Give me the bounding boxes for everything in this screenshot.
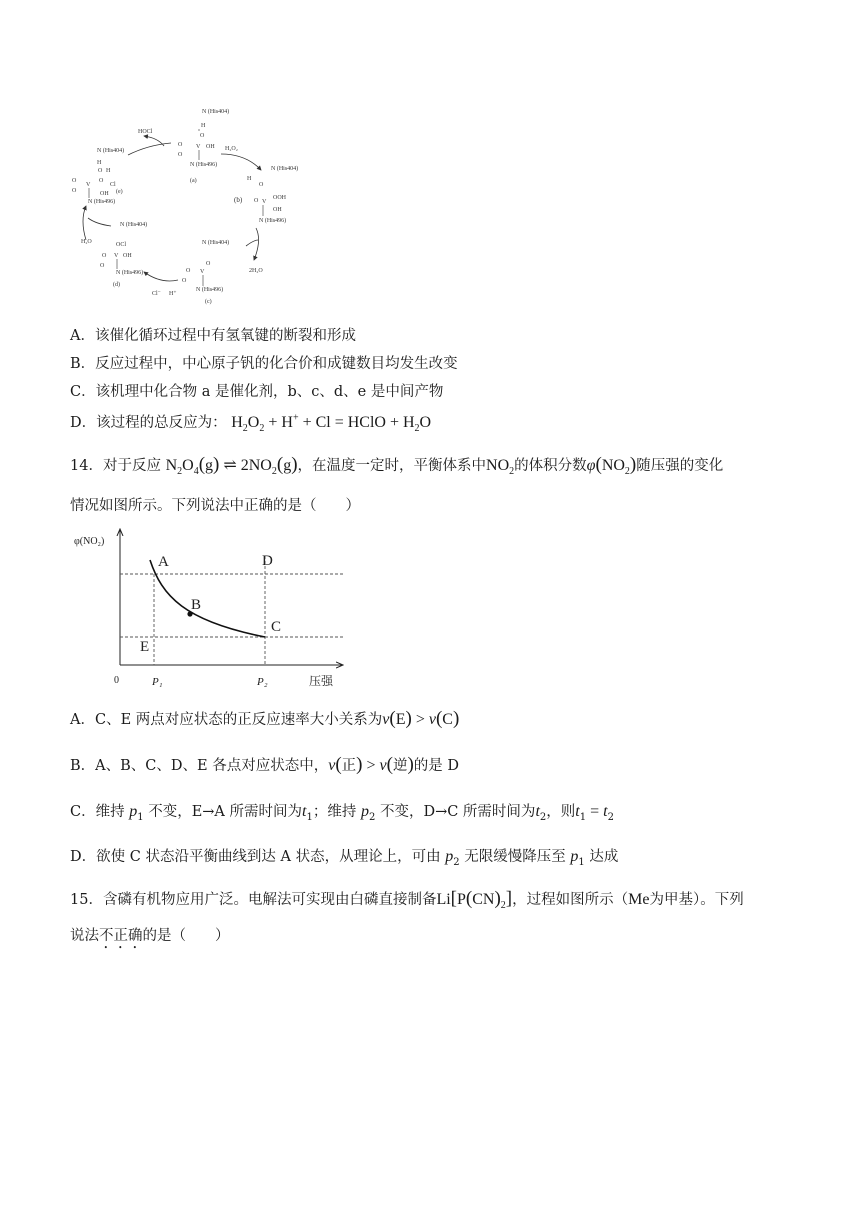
point-d-label: D xyxy=(262,553,273,569)
point-a-label: A xyxy=(158,554,169,570)
x-axis-label: 压强 xyxy=(309,674,334,688)
q14-option-d: D．欲使 C 状态沿平衡曲线到达 A 状态，从理论上，可由 $p_2$ 无限缓慢降压至 $p_1$ 达成 xyxy=(70,848,619,868)
x-tick-p1: P₁ xyxy=(152,676,163,688)
q13-option-d: D．该过程的总反应为： $H_2O_2 + H^+ + Cl$ = HClO + $H_2O$ xyxy=(70,412,432,435)
svg-text:H: H xyxy=(201,123,206,129)
q13-total-equation: $H_2O_2 + H^+ + Cl$ = HClO + $H_2O$ xyxy=(231,412,432,435)
svg-text:H⁺: H⁺ xyxy=(169,291,177,297)
q15-stem-line-2: 说法不正确的是（ ） xyxy=(70,928,230,944)
node-a-his404: N (His404) xyxy=(202,109,230,115)
svg-text:(e): (e) xyxy=(116,189,123,195)
svg-text:OH: OH xyxy=(273,207,282,213)
svg-text:V: V xyxy=(196,144,201,150)
svg-text:O: O xyxy=(254,198,259,204)
svg-text:N (His496): N (His496) xyxy=(88,199,116,205)
point-b-label: B xyxy=(191,597,202,613)
svg-text:O: O xyxy=(102,253,107,259)
svg-text:Cl: Cl xyxy=(110,182,116,188)
emphasized-not-correct: 不正确 xyxy=(99,928,143,944)
point-c-label: C xyxy=(271,619,282,635)
svg-text:2H₂O: 2H₂O xyxy=(249,268,263,274)
svg-text:O: O xyxy=(72,178,77,184)
svg-text:OCl: OCl xyxy=(116,242,127,248)
svg-text:O: O xyxy=(206,261,211,267)
node-a-label: (a) xyxy=(190,178,197,184)
svg-text:H₂O₂: H₂O₂ xyxy=(225,146,238,152)
svg-text:H₂O: H₂O xyxy=(81,239,92,245)
svg-text:V: V xyxy=(200,269,205,275)
svg-text:N (His404): N (His404) xyxy=(271,166,299,172)
svg-text:N (His496): N (His496) xyxy=(190,162,218,168)
equilibrium-curve xyxy=(150,560,265,637)
point-e-label: E xyxy=(140,639,150,655)
svg-text:O: O xyxy=(100,263,105,269)
svg-text:O: O xyxy=(186,268,191,274)
svg-text:OH: OH xyxy=(206,144,215,150)
svg-text:H: H xyxy=(247,176,252,182)
q14-option-a: A．C、E 两点对应状态的正反应速率大小关系为v(E) > v(C) xyxy=(70,708,460,729)
svg-text:N (His404): N (His404) xyxy=(202,240,230,246)
x-tick-p2: P₂ xyxy=(257,676,268,688)
q14-reaction-equation: $N_2O_4(g)$ ⇌ $2NO_2(g)$ xyxy=(165,454,298,478)
q13-option-a: A．该催化循环过程中有氢氧键的断裂和形成 xyxy=(70,328,356,344)
svg-text:O: O xyxy=(98,168,103,174)
svg-text:N (His496): N (His496) xyxy=(116,270,144,276)
svg-text:N (His496): N (His496) xyxy=(196,287,224,293)
svg-text:O: O xyxy=(72,188,77,194)
svg-text:O: O xyxy=(99,178,104,184)
svg-text:(c): (c) xyxy=(205,299,212,305)
q15-compound: $Li[P(CN)_2]$ xyxy=(436,888,513,912)
svg-text:(d): (d) xyxy=(113,282,120,288)
q14-option-c: C．维持 $p_1$ 不变，E→A 所需时间为$t_1$；维持 $p_2$ 不变，D→C 所需时间为$t_2$，则$t_1 = t_2$ xyxy=(70,803,614,823)
svg-text:O: O xyxy=(182,278,187,284)
svg-text:V: V xyxy=(86,182,91,188)
svg-text:V: V xyxy=(262,199,267,205)
q14-option-b: B．A、B、C、D、E 各点对应状态中，v(正) > v(逆)的是 D xyxy=(70,754,460,775)
svg-text:O: O xyxy=(178,142,183,148)
svg-text:N (His404): N (His404) xyxy=(97,148,125,154)
y-axis-label: φ(NO₂) xyxy=(74,536,105,547)
svg-text:N (His404): N (His404) xyxy=(120,222,148,228)
svg-text:(b): (b) xyxy=(234,196,243,204)
svg-text:O: O xyxy=(200,133,205,139)
svg-text:OOH: OOH xyxy=(273,195,286,201)
svg-text:Cl⁻: Cl⁻ xyxy=(152,291,161,297)
svg-text:N (His496): N (His496) xyxy=(259,218,287,224)
origin-label: 0 xyxy=(114,675,119,686)
q14-stem-line-1: 14．对于反应 $N_2O_4(g)$ ⇌ $2NO_2(g)$，在温度一定时，平衡体系中$NO_2$的体积分数$\varphi(NO_2)$随压强的变化 xyxy=(70,454,724,478)
svg-text:V: V xyxy=(114,253,119,259)
svg-text:HOCl: HOCl xyxy=(138,129,153,135)
q14-stem-line-2: 情况如图所示。下列说法中正确的是（ ） xyxy=(70,498,360,514)
svg-text:OH: OH xyxy=(100,191,109,197)
svg-text:OH: OH xyxy=(123,253,132,259)
svg-text:H: H xyxy=(106,168,111,174)
q13-option-b: B．反应过程中，中心原子钒的化合价和成键数目均发生改变 xyxy=(70,356,458,372)
svg-text:O: O xyxy=(178,152,183,158)
svg-text:O: O xyxy=(259,182,264,188)
q15-stem-line-1: 15．含磷有机物应用广泛。电解法可实现由白磷直接制备$Li[P(CN)_2]$，过程如图所示（Me为甲基）。下列 xyxy=(70,888,744,912)
catalytic-cycle-diagram xyxy=(66,100,311,312)
q13-option-c: C．该机理中化合物 a 是催化剂，b、c、d、e 是中间产物 xyxy=(70,384,444,400)
q14-equilibrium-chart xyxy=(68,525,353,695)
svg-text:H: H xyxy=(97,160,102,166)
